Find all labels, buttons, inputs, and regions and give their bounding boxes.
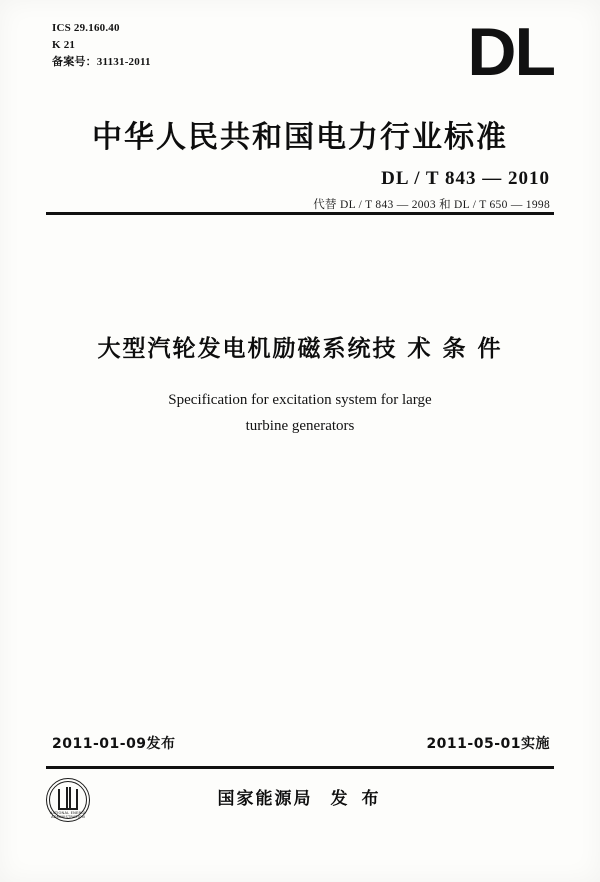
document-title-en-line1: Specification for excitation system for large	[168, 392, 432, 408]
identifier-block	[52, 20, 151, 71]
document-title-cn: 大型汽轮发电机励磁系统技 术 条 件	[97, 336, 503, 362]
effective-date: 2011-05-01实施	[426, 736, 550, 752]
classification-code: K 21	[52, 39, 76, 52]
dl-logo: DL	[467, 14, 554, 90]
publish-verb: 发 布	[330, 789, 383, 809]
ics-code: ICS 29.160.40	[52, 22, 120, 34]
replaces-note: 代替 DL / T 843 — 2003 和 DL / T 650 — 1998	[313, 199, 550, 211]
emblem-text: NATIONAL ENERGY ADMINISTRATION	[49, 811, 87, 819]
standard-number-block	[313, 168, 550, 212]
document-title-en-line2: turbine generators	[245, 417, 355, 434]
record-number: 备案号：31131-2011	[52, 56, 151, 69]
divider-bottom	[46, 766, 554, 769]
document-title-en	[0, 388, 600, 439]
publisher-name: 国家能源局	[217, 789, 313, 809]
standard-series-title: 中华人民共和国电力行业标准	[92, 120, 508, 155]
standard-number: DL / T 843 — 2010	[381, 168, 550, 189]
publisher-line	[0, 784, 600, 809]
issue-date: 2011-01-09发布	[52, 736, 176, 752]
divider-top	[46, 212, 554, 215]
